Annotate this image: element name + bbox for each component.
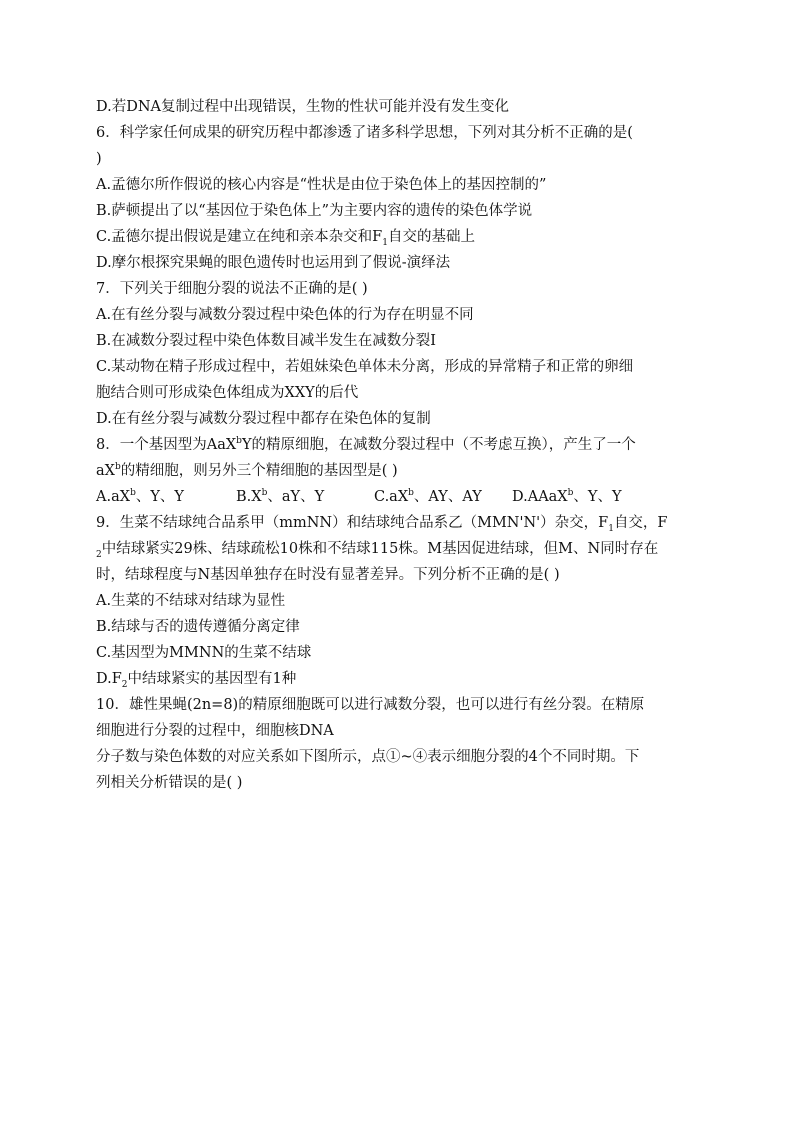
q6-option-b: B.萨顿提出了以“基因位于染色体上”为主要内容的遗传的染色体学说	[96, 203, 533, 219]
q10-stem-line2: 细胞进行分裂的过程中，细胞核DNA	[96, 723, 334, 739]
q9-option-b: B.结球与否的遗传遵循分离定律	[96, 619, 300, 635]
q8-option-c	[374, 484, 512, 510]
q7-option-c-line2: 胞结合则可形成染色体组成为XXY的后代	[96, 385, 359, 401]
q8-option-a	[96, 484, 236, 510]
q8-option-d-post: 、Y、Y	[573, 489, 622, 505]
q7-option-c-line1: C.某动物在精子形成过程中，若姐妹染色单体未分离，形成的异常精子和正常的卵细	[96, 359, 634, 375]
q8-stem-line1-post: Y的精原细胞，在减数分裂过程中（不考虑互换），产生了一个	[241, 437, 636, 453]
q9-stem-line1-sub: 1	[608, 523, 614, 534]
q8-option-a-sup: b	[130, 488, 136, 499]
q7-option-d: D.在有丝分裂与减数分裂过程中都存在染色体的复制	[96, 411, 431, 427]
q9-stem-line2-post: 中结球紧实29株、结球疏松10株和不结球115株。M基因促进结球，但M、N同时存在	[101, 541, 659, 557]
q8-stem-line2	[96, 458, 696, 484]
q8-stem-line1-pre: 8．一个基因型为AaX	[96, 437, 237, 453]
q6-option-c-pre: C.孟德尔提出假说是建立在纯和亲本杂交和F	[96, 229, 383, 245]
q9-option-d-pre: D.F	[96, 671, 122, 687]
q8-option-d-sup: b	[567, 488, 574, 499]
q8-option-b-pre: B.X	[236, 489, 262, 505]
q9-option-d	[96, 666, 696, 692]
q9-option-a: A.生菜的不结球对结球为显性	[96, 593, 286, 609]
q8-stem-line1-sup: b	[236, 436, 242, 447]
q8-option-b-post: 、aY、Y	[267, 489, 325, 505]
q8-option-d-pre: D.AAaX	[512, 489, 568, 505]
q10-stem-line1: 10．雄性果蝇(2n=8)的精原细胞既可以进行减数分裂，也可以进行有丝分裂。在精原	[96, 697, 645, 713]
q10-stem-line4: 列相关分析错误的是( )	[96, 775, 243, 791]
q6-option-a: A.孟德尔所作假说的核心内容是“性状是由位于染色体上的基因控制的”	[96, 177, 547, 193]
q8-stem-line2-pre: aX	[96, 463, 115, 479]
q6-stem-line2: )	[96, 151, 102, 167]
q8-option-c-post: 、AY、AY	[413, 489, 482, 505]
q8-stem-line2-sup: b	[114, 462, 121, 473]
q8-option-b-sup: b	[261, 488, 268, 499]
q8-option-b	[236, 484, 374, 510]
q9-stem-line1-pre: 9．生菜不结球纯合品系甲（mmNN）和结球纯合品系乙（MMN'N'）杂交，F	[96, 515, 609, 531]
q5-option-d: D.若DNA复制过程中出现错误，生物的性状可能并没有发生变化	[96, 99, 509, 115]
q8-option-a-post: 、Y、Y	[135, 489, 184, 505]
question-content	[96, 94, 696, 796]
q10-stem-line3: 分子数与染色体数的对应关系如下图所示，点①~④表示细胞分裂的4个不同时期。下	[96, 749, 640, 765]
q8-option-a-pre: A.aX	[96, 489, 131, 505]
q9-stem-line1	[96, 510, 696, 536]
q9-option-d-post: 中结球紧实的基因型有1种	[127, 671, 297, 687]
q9-option-c: C.基因型为MMNN的生菜不结球	[96, 645, 312, 661]
q8-option-d	[512, 484, 622, 510]
q9-stem-line2	[96, 536, 696, 562]
q8-option-c-sup: b	[408, 488, 414, 499]
q8-options	[96, 484, 696, 510]
q7-option-a: A.在有丝分裂与减数分裂过程中染色体的行为存在明显不同	[96, 307, 474, 323]
q8-stem-line2-post: 的精细胞，则另外三个精细胞的基因型是( )	[120, 463, 398, 479]
q9-stem-line1-post: 自交，F	[613, 515, 668, 531]
q6-option-c-sub: 1	[382, 237, 388, 248]
q7-stem: 7．下列关于细胞分裂的说法不正确的是( )	[96, 281, 368, 297]
q9-stem-line2-sub: 2	[96, 549, 102, 560]
q8-stem-line1	[96, 432, 696, 458]
q6-option-c-post: 自交的基础上	[387, 229, 475, 245]
q6-stem-line1: 6．科学家任何成果的研究历程中都渗透了诸多科学思想，下列对其分析不正确的是(	[96, 125, 633, 141]
q9-option-d-sub: 2	[121, 679, 128, 690]
q6-option-c	[96, 224, 696, 250]
q8-option-c-pre: C.aX	[374, 489, 409, 505]
q9-stem-line3: 时，结球程度与N基因单独存在时没有显著差异。下列分析不正确的是( )	[96, 567, 560, 583]
q6-option-d: D.摩尔根探究果蝇的眼色遗传时也运用到了假说-演绎法	[96, 255, 451, 271]
q7-option-b: B.在减数分裂过程中染色体数目减半发生在减数分裂I	[96, 333, 436, 349]
